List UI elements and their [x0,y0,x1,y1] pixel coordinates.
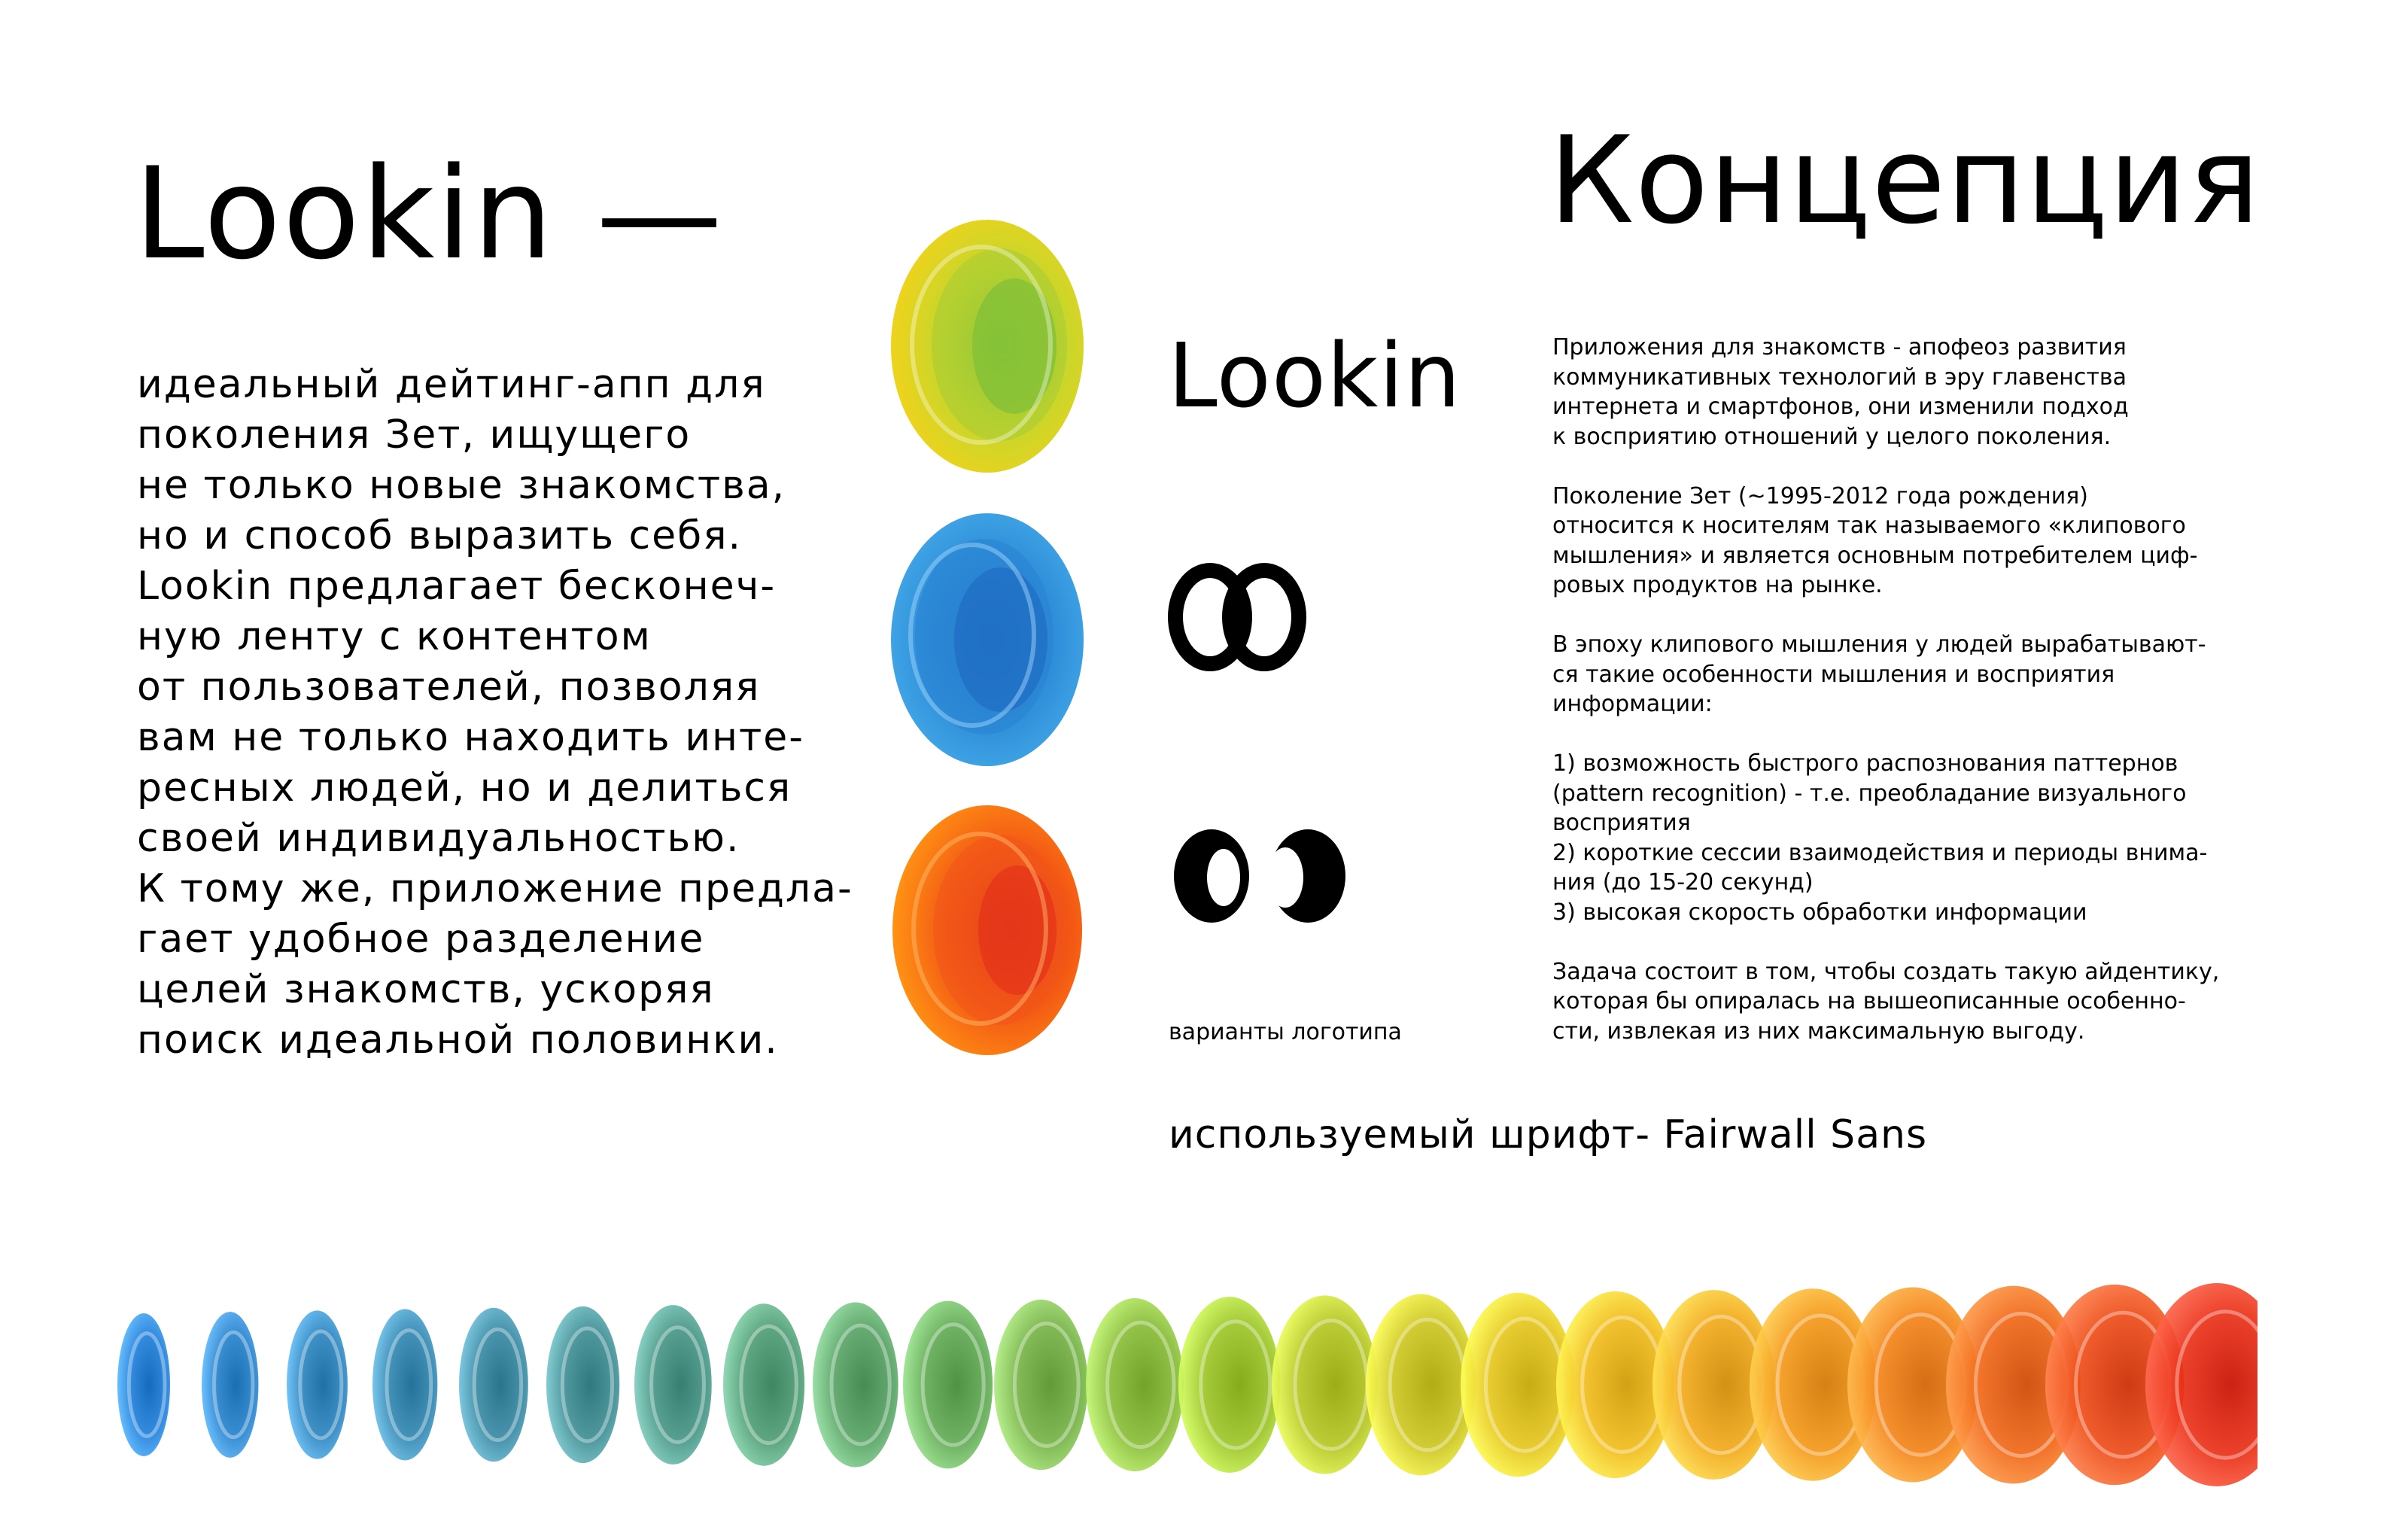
gradient-oval-strip [105,1272,2258,1498]
logo-variants-caption: варианты логотипа [1169,1019,1402,1045]
strip-oval [1272,1295,1378,1474]
concept-line: Поколение Зет (~1995-2012 года рождения) [1552,482,2088,509]
concept-line: к восприятию отношений у целого поколения. [1552,423,2112,450]
strip-oval [202,1312,258,1458]
concept-line: Задача состоит в том, чтобы создать такую айдентику, [1552,958,2220,985]
concept-line: ния (до 15-20 секунд) [1552,869,1814,896]
strip-oval [813,1302,898,1467]
concept-title: Концепция [1549,110,2261,251]
blue-logo-oval [888,510,1087,769]
concept-line: коммуникативных технологий в эру главенства [1552,363,2127,391]
intro-line: идеальный дейтинг-апп для [137,362,766,407]
concept-line: Приложения для знакомств - апофеоз развития [1552,334,2127,360]
interlocked-o-mark-icon [1168,563,1311,671]
concept-line: ся такие особенности мышления и восприятия [1552,661,2115,688]
concept-line: ровых продуктов на рынке. [1552,572,1883,598]
intro-line: вам не только находить инте- [137,715,805,760]
concept-line [1552,719,2343,750]
strip-oval [459,1308,528,1462]
page-title: Lookin — [134,140,725,287]
concept-line [1552,601,2343,631]
concept-line: относится к носителям так называемого «клипового [1552,513,2186,539]
strip-oval [117,1313,170,1456]
concept-line: (pattern recognition) - т.е. преобладание визуального [1552,780,2187,807]
intro-line: но и способ выразить себя. [137,513,743,558]
intro-line: своей индивидуальностью. [137,816,740,861]
intro-line: целей знакомств, ускоряя [137,967,715,1012]
concept-line [1552,927,2343,957]
intro-line: ресных людей, но и делиться [137,765,792,811]
font-note: используемый шрифт- Fairwall Sans [1169,1112,1928,1157]
strip-oval [372,1309,437,1461]
intro-line: Lookin предлагает бесконеч- [137,564,777,609]
strip-oval [634,1305,712,1465]
strip-oval [1178,1297,1280,1473]
intro-line: гает удобное разделение [137,917,705,962]
concept-line: восприятия [1552,810,1691,836]
double-o-mark-icon [1168,823,1361,929]
strip-oval [1366,1294,1476,1476]
concept-line: мышления» и является основным потребителем циф- [1552,542,2198,569]
orange-logo-oval [889,802,1085,1058]
concept-paragraph [1552,333,2343,1046]
intro-line: К тому же, приложение предла- [137,866,853,911]
concept-line: сти, извлекая из них максимальную выгоду. [1552,1017,2085,1045]
concept-line [1552,452,2343,482]
logo-wordmark: Lookin [1168,324,1461,427]
concept-line: 3) высокая скорость обработки информации [1552,899,2087,926]
intro-paragraph [137,360,859,1066]
strip-oval [723,1303,804,1465]
concept-line: 1) возможность быстрого распознования паттернов [1552,750,2178,777]
intro-line: поиск идеальной половинки. [137,1017,779,1063]
yellow-logo-oval [888,217,1087,476]
strip-oval [546,1306,619,1463]
concept-line: 2) короткие сессии взаимодействия и периоды внима- [1552,839,2208,866]
concept-line: В эпоху клипового мышления у людей вырабатывают- [1552,631,2206,658]
concept-line: интернета и смартфонов, они изменили подход [1552,394,2129,420]
intro-line: ную ленту с контентом [137,614,652,659]
concept-line: информации: [1552,691,1713,717]
concept-line: которая бы опиралась на вышеописанные особенно- [1552,988,2186,1014]
intro-line: не только новые знакомства, [137,463,786,508]
strip-oval [287,1310,348,1458]
strip-oval [994,1300,1088,1470]
intro-line: поколения Зет, ищущего [137,412,692,458]
strip-oval [903,1301,993,1469]
strip-oval [1086,1298,1184,1471]
intro-line: от пользователей, позволяя [137,665,761,710]
